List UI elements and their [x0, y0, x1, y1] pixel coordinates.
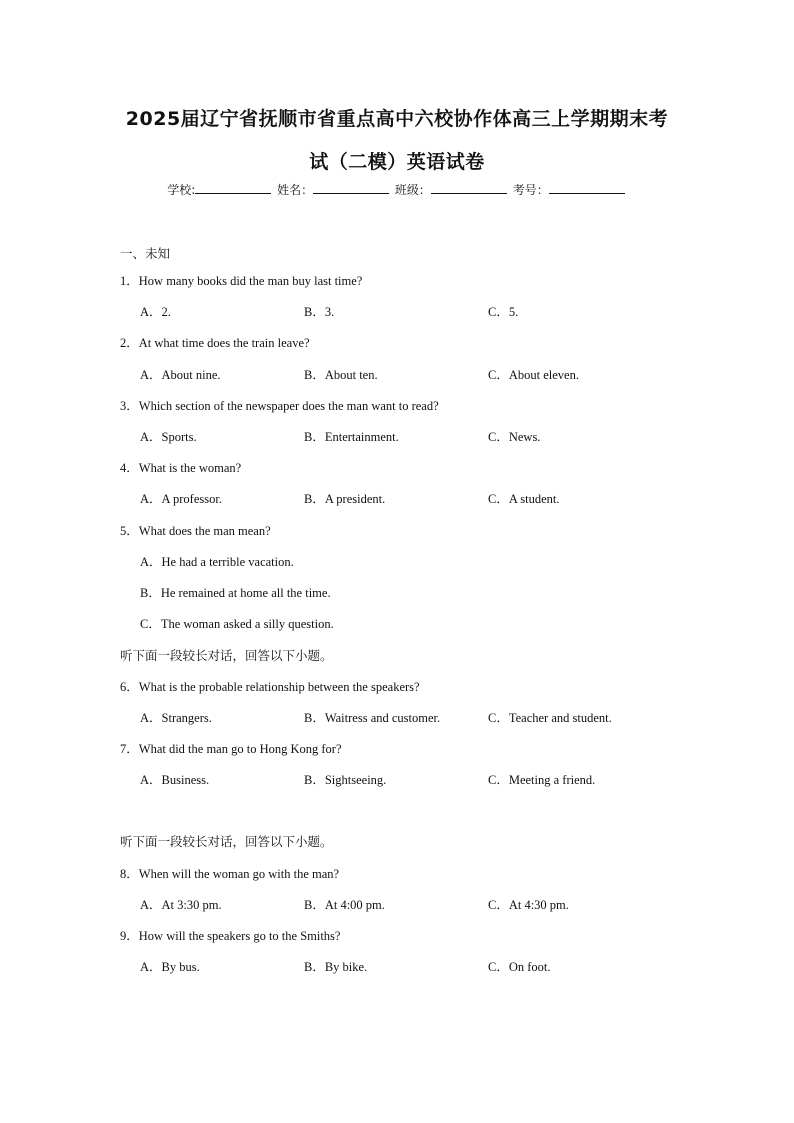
instruction-long-dialogue: 听下面一段较长对话，回答以下小题。 [120, 834, 333, 849]
question-text: What does the man mean? [138, 524, 271, 538]
question [120, 677, 420, 695]
option-a[interactable]: A．About nine. [140, 368, 221, 382]
question-number: 4． [120, 461, 139, 475]
question-text: What is the woman? [138, 461, 242, 475]
option-b[interactable]: B．By bike. [304, 960, 368, 974]
question-text: What is the probable relationship between the speakers? [138, 680, 420, 694]
question-number: 6． [120, 680, 139, 694]
question-number: 3． [120, 399, 139, 413]
question-text: At what time does the train leave? [138, 336, 310, 350]
option-a[interactable]: A．A professor. [140, 492, 222, 506]
option-a[interactable]: A．At 3:30 pm. [140, 898, 222, 912]
question-number: 8． [120, 867, 139, 881]
question-number: 9． [120, 929, 139, 943]
option-b[interactable]: B．A president. [304, 492, 386, 506]
question [120, 864, 339, 882]
school-blank[interactable] [195, 180, 271, 194]
option-a[interactable]: A．He had a terrible vacation. [140, 555, 294, 569]
question [120, 396, 439, 414]
question-text: When will the woman go with the man? [138, 867, 340, 881]
option-b[interactable]: B．About ten. [304, 368, 378, 382]
exam-number-label: 考号： [512, 183, 549, 197]
class-blank[interactable] [431, 180, 507, 194]
question-text: How will the speakers go to the Smiths? [138, 929, 341, 943]
option-a[interactable]: A．2. [140, 305, 171, 319]
question-text: What did the man go to Hong Kong for? [138, 742, 342, 756]
question-number: 5． [120, 524, 139, 538]
name-label: 姓名： [277, 183, 314, 197]
question [120, 458, 241, 476]
instruction-long-dialogue: 听下面一段较长对话，回答以下小题。 [120, 648, 333, 663]
question [120, 271, 362, 289]
exam-title-line-1: 2025届辽宁省抚顺市省重点高中六校协作体高三上学期期末考 [125, 108, 669, 130]
option-c[interactable]: C．5. [488, 305, 519, 319]
question [120, 333, 310, 351]
question-number: 2． [120, 336, 139, 350]
option-a[interactable]: A．Strangers. [140, 711, 212, 725]
option-c[interactable]: C．On foot. [488, 960, 551, 974]
exam-number-blank[interactable] [549, 180, 625, 194]
option-c[interactable]: C．Meeting a friend. [488, 773, 596, 787]
option-b[interactable]: B．Waitress and customer. [304, 711, 441, 725]
exam-title-line-2: 试（二模）英语试卷 [309, 151, 485, 173]
option-a[interactable]: A．Business. [140, 773, 210, 787]
name-blank[interactable] [313, 180, 389, 194]
school-label: 学校: [167, 183, 196, 197]
option-b[interactable]: B．He remained at home all the time. [140, 586, 331, 600]
option-b[interactable]: B．Sightseeing. [304, 773, 387, 787]
option-c[interactable]: C．A student. [488, 492, 560, 506]
question-text: Which section of the newspaper does the man want to read? [138, 399, 439, 413]
option-a[interactable]: A．By bus. [140, 960, 200, 974]
question [120, 739, 342, 757]
section-heading: 一、未知 [120, 246, 171, 261]
option-a[interactable]: A．Sports. [140, 430, 197, 444]
question-number: 1． [120, 274, 139, 288]
class-label: 班级： [394, 183, 431, 197]
student-info-row [0, 180, 794, 198]
question [120, 926, 340, 944]
question-text: How many books did the man buy last time? [138, 274, 363, 288]
question-number: 7． [120, 742, 139, 756]
option-c[interactable]: C．At 4:30 pm. [488, 898, 569, 912]
option-c[interactable]: C．News. [488, 430, 541, 444]
option-c[interactable]: C．Teacher and student. [488, 711, 612, 725]
option-c[interactable]: C．The woman asked a silly question. [140, 617, 334, 631]
option-c[interactable]: C．About eleven. [488, 368, 579, 382]
option-b[interactable]: B．At 4:00 pm. [304, 898, 385, 912]
question [120, 521, 271, 539]
option-b[interactable]: B．3. [304, 305, 335, 319]
option-b[interactable]: B．Entertainment. [304, 430, 399, 444]
